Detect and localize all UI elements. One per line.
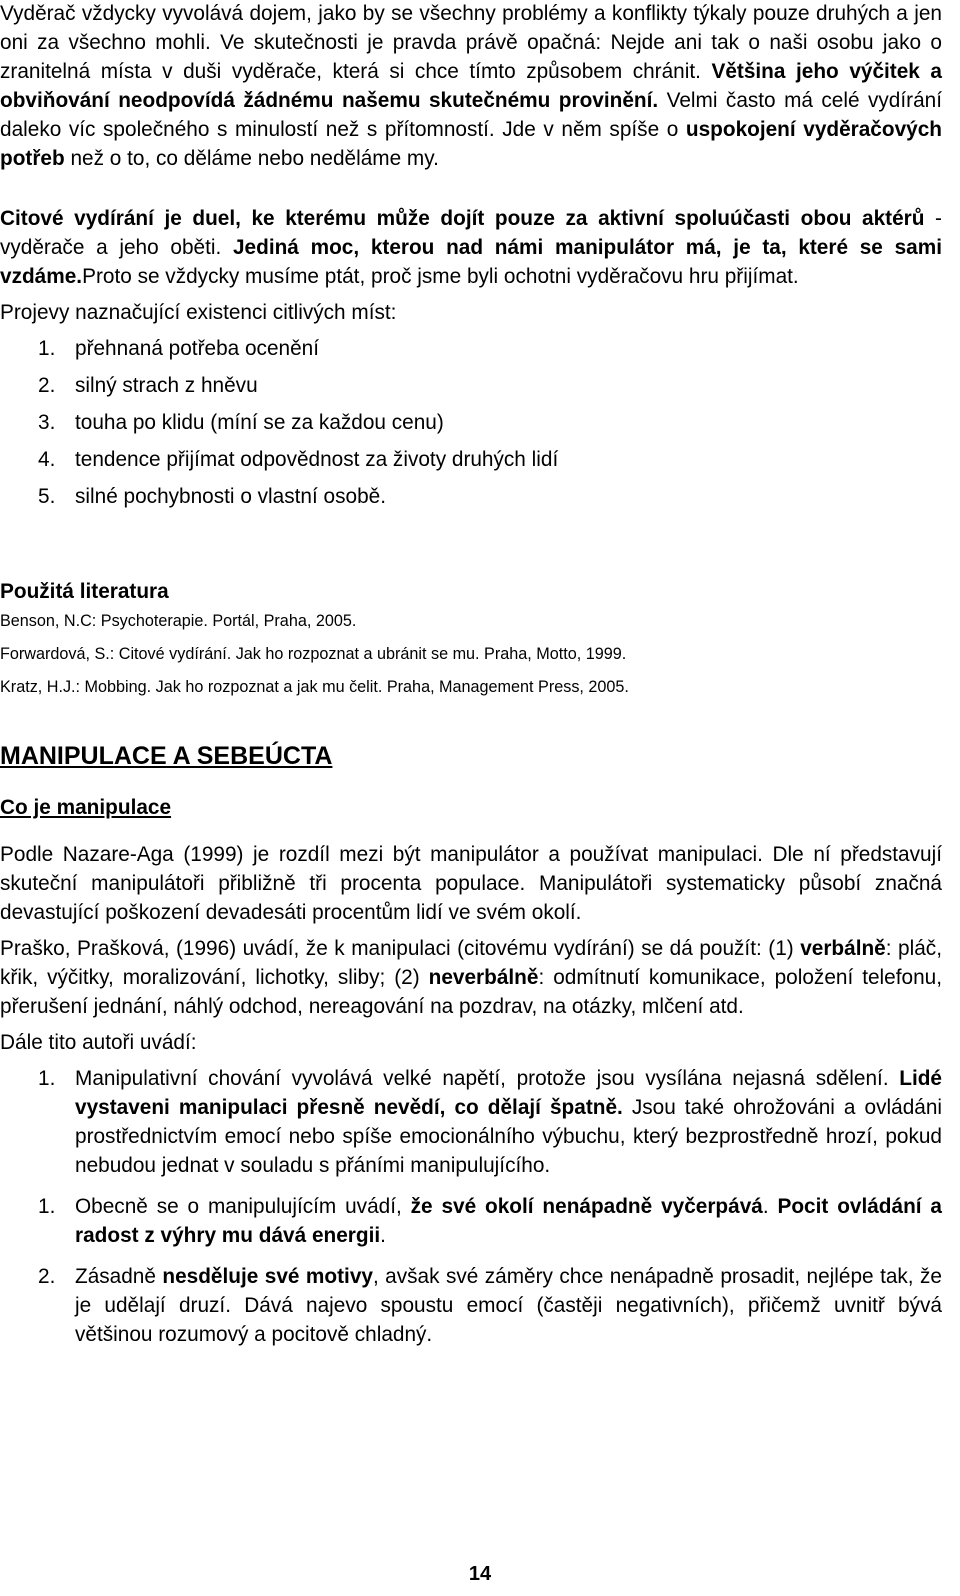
list-item: [0, 1064, 942, 1180]
list-number: 2.: [38, 1265, 56, 1288]
bold-span: nesděluje své motivy: [162, 1265, 373, 1288]
text-span: .: [380, 1224, 386, 1247]
bold-span: Jediná moc, kterou nad námi manipulátor má, je ta, které se sami vzdáme.: [0, 236, 942, 288]
section-paragraph-1: Podle Nazare-Aga (1999) je rozdíl mezi být manipulátor a používat manipulaci. Dle ní představují skuteční manipulátoři přibližně tři procenta populace. Manipulátoři systematicky působí značná devastující poškození devadesáti procentům lidí ve svém okolí.: [0, 843, 942, 924]
authors-list: [0, 1064, 942, 1349]
bold-span: Citové vydírání je duel, ke kterému může dojít pouze za aktivní spoluúčasti obou aktérů: [0, 207, 925, 230]
list-item: [0, 371, 942, 400]
intro-paragraph-1: [0, 0, 942, 173]
list-item-text: silný strach z hněvu: [75, 374, 258, 397]
list-number: 4.: [38, 448, 56, 471]
literature-heading: Použitá literatura: [0, 580, 169, 603]
list-number: 1.: [38, 1067, 56, 1090]
text-span: Manipulativní chování vyvolává velké napětí, protože jsou vysílána nejasná sdělení.: [75, 1067, 900, 1090]
list-item-text: touha po klidu (míní se za každou cenu): [75, 411, 444, 434]
section-paragraph-2: [0, 934, 942, 1021]
list-item: [0, 482, 942, 511]
literature-item: Forwardová, S.: Citové vydírání. Jak ho rozpoznat a ubránit se mu. Praha, Motto, 1999.: [0, 645, 627, 663]
bold-span: neverbálně: [428, 966, 539, 989]
list-number: 3.: [38, 411, 56, 434]
bold-span: Lidé vystaveni manipulaci přesně nevědí, co dělají špatně.: [75, 1067, 942, 1119]
page-number: 14: [468, 1563, 492, 1585]
text-span: Vyděrač vždycky vyvolává dojem, jako by se všechny problémy a konflikty týkaly pouze druhých a jen oni za všechno mohli. Ve skutečnosti je pravda právě opačná: Nejde ani tak o naši osobu jako o zranitelná místa v duši vyděrače, která si chce tímto způsobem chránit.: [0, 2, 942, 83]
text-span: .: [762, 1195, 778, 1218]
text-span: Praško, Prašková, (1996) uvádí, že k manipulaci (citovému vydírání) se dá použít: (1): [0, 937, 801, 960]
list-number: 5.: [38, 485, 56, 508]
list-item: [0, 1192, 942, 1250]
text-span: Proto se vždycky musíme ptát, proč jsme byli ochotni vyděračovu hru přijímat.: [82, 265, 799, 288]
text-span: : odmítnutí komunikace, položení telefonu, přerušení jednání, náhlý odchod, nereagování na pozdrav, na otázky, mlčení atd.: [0, 966, 942, 1018]
text-span: : pláč, křik, výčitky, moralizování, lichotky, sliby; (2): [0, 937, 942, 989]
bold-span: Většina jeho výčitek a obviňování neodpovídá žádnému našemu skutečnému provinění.: [0, 60, 942, 112]
bold-span: Pocit ovládání a radost z výhry mu dává energii: [75, 1195, 942, 1247]
text-span: - vyděrače a jeho oběti.: [0, 207, 942, 259]
list-number: 1.: [38, 337, 56, 360]
intro-paragraph-2: [0, 204, 942, 291]
text-span: než o to, co děláme nebo neděláme my.: [64, 147, 439, 170]
text-span: Obecně se o manipulujícím uvádí,: [75, 1195, 411, 1218]
bold-span: uspokojení vyděračových potřeb: [0, 118, 942, 170]
list-item: [0, 408, 942, 437]
bold-span: že své okolí nenápadně vyčerpává: [410, 1195, 763, 1218]
text-span: Jsou také ohrožováni a ovládáni prostřednictvím emocí nebo spíše emocionálního výbuchu, který bezprostředně hrozí, pokud nebudou jednat v souladu s přáními manipulujícího.: [75, 1096, 943, 1177]
text-span: Zásadně: [75, 1265, 163, 1288]
bold-span: verbálně: [800, 937, 886, 960]
list-item-text: přehnaná potřeba ocenění: [75, 337, 319, 360]
list-item: [0, 334, 942, 363]
section-title: MANIPULACE A SEBEÚCTA: [0, 742, 333, 770]
list-item-text: silné pochybnosti o vlastní osobě.: [75, 485, 386, 508]
text-span: , avšak své záměry chce nenápadně prosadit, nejlépe tak, že je udělají druzí. Dává najevo spoustu emocí (častěji negativních), přičemž uvnitř bývá většinou rozumový a pocitově chladný.: [75, 1265, 942, 1346]
section-paragraph-3: Dále tito autoři uvádí:: [0, 1031, 197, 1054]
list-item: [0, 445, 942, 474]
list-number: 2.: [38, 374, 56, 397]
section-subtitle: Co je manipulace: [0, 796, 172, 819]
list-number: 1.: [38, 1195, 56, 1218]
literature-item: Benson, N.C: Psychoterapie. Portál, Praha, 2005.: [0, 612, 357, 630]
intro-paragraph-3: Projevy naznačující existenci citlivých míst:: [0, 301, 397, 324]
text-span: Velmi často má celé vydírání daleko víc společného s minulostí než s přítomností. Jde v něm spíše o: [0, 89, 942, 141]
signs-list: [0, 334, 942, 511]
list-item: [0, 1262, 942, 1349]
list-item-text: tendence přijímat odpovědnost za životy druhých lidí: [75, 448, 559, 471]
literature-item: Kratz, H.J.: Mobbing. Jak ho rozpoznat a jak mu čelit. Praha, Management Press, 2005.: [0, 678, 629, 696]
